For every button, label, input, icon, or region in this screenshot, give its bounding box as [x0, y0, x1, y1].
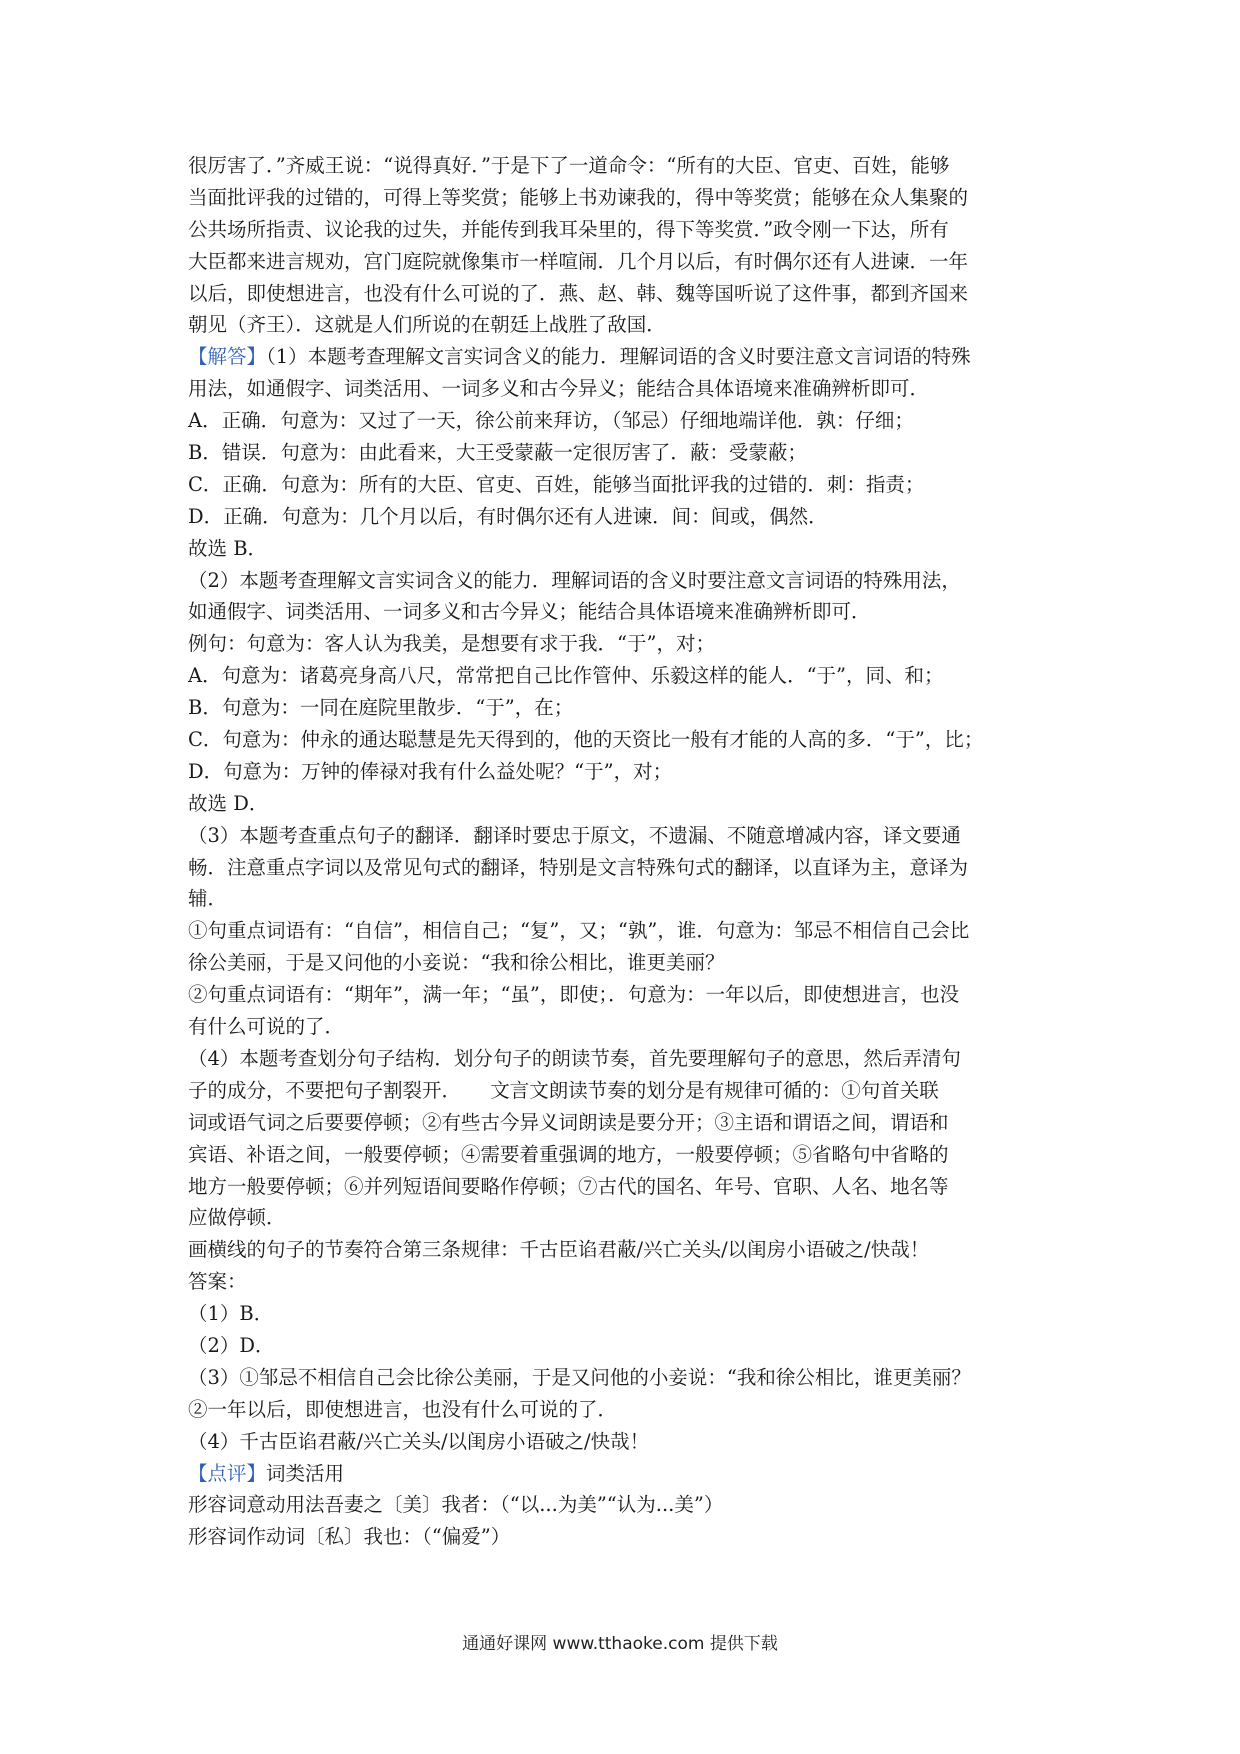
page-footer: 通通好课网 www.tthaoke.com 提供下载	[462, 1634, 778, 1654]
text-line: 地方一般要停顿；⑥并列短语间要略作停顿；⑦古代的国名、年号、官职、人名、地名等	[188, 1174, 949, 1198]
text-line: 徐公美丽，于是又问他的小妾说：“我和徐公相比，谁更美丽？	[188, 951, 725, 975]
text-line: 大臣都来进言规劝，宫门庭院就像集市一样喧闹．几个月以后，有时偶尔还有人进谏．一年	[188, 249, 969, 273]
text-line: A．句意为：诸葛亮身高八尺，常常把自己比作管仲、乐毅这样的能人．“于”，同、和；	[188, 664, 944, 688]
text-line: 用法，如通假字、词类活用、一词多义和古今异义；能结合具体语境来准确辨析即可．	[188, 377, 930, 401]
text-line: A．正确．句意为：又过了一天，徐公前来拜访，（邹忌）仔细地端详他．孰：仔细；	[188, 409, 914, 433]
text-line: B．句意为：一同在庭院里散步．“于”，在；	[188, 696, 574, 720]
text-line: 畅．注意重点字词以及常见句式的翻译，特别是文言特殊句式的翻译，以直译为主，意译为	[188, 855, 969, 879]
text-line: ②一年以后，即使想进言，也没有什么可说的了．	[188, 1397, 618, 1421]
section-text: （1）本题考查理解文言实词含义的能力．理解词语的含义时要注意文言词语的特殊	[266, 345, 971, 369]
text-line: 辅．	[188, 887, 228, 911]
section-tag: 【解答】	[188, 345, 267, 369]
text-line: D．正确．句意为：几个月以后，有时偶尔还有人进谏．间：间或，偶然．	[188, 504, 828, 528]
section-text: 词类活用	[266, 1461, 345, 1485]
text-line: 故选 D．	[188, 791, 269, 815]
text-line: ①句重点词语有：“自信”，相信自己；“复”，又；“孰”，谁．句意为：邹忌不相信自己会比	[188, 919, 970, 943]
section-tag: 【点评】	[188, 1461, 267, 1485]
text-line: （2）D．	[188, 1333, 275, 1357]
text-line: 以后，即使想进言，也没有什么可说的了．燕、赵、韩、魏等国听说了这件事，都到齐国来	[188, 281, 969, 305]
text-line: （1）B．	[188, 1302, 274, 1326]
text-line: B．错误．句意为：由此看来，大王受蒙蔽一定很厉害了．蔽：受蒙蔽；	[188, 441, 807, 465]
text-line: 故选 B．	[188, 536, 268, 560]
text-line: D．句意为：万钟的俸禄对我有什么益处呢？“于”，对；	[188, 759, 673, 783]
text-line: 当面批评我的过错的，可得上等奖赏；能够上书劝谏我的，得中等奖赏；能够在众人集聚的	[188, 185, 969, 209]
text-line: 形容词作动词〔私〕我也：（“偏爱”）	[188, 1525, 511, 1549]
text-line	[188, 1458, 1068, 1490]
text-line: 例句：句意为：客人认为我美，是想要有求于我．“于”，对；	[188, 632, 715, 656]
text-line: （4）本题考查划分句子结构．划分句子的朗读节奏，首先要理解句子的意思，然后弄清句	[188, 1046, 961, 1070]
text-line: 宾语、补语之间，一般要停顿；④需要着重强调的地方，一般要停顿；⑤省略句中省略的	[188, 1142, 949, 1166]
text-line: 答案：	[188, 1270, 247, 1294]
text-line: （3）本题考查重点句子的翻译．翻译时要忠于原文，不遗漏、不随意增减内容，译文要通	[188, 823, 961, 847]
text-line: 朝见（齐王）．这就是人们所说的在朝廷上战胜了敌国．	[188, 313, 666, 337]
text-line: 子的成分，不要把句子割裂开． 文言文朗读节奏的划分是有规律可循的：①句首关联	[188, 1078, 939, 1102]
text-line: 画横线的句子的节奏符合第三条规律：千古臣谄君蔽/兴亡关头/以闺房小语破之/快哉！	[188, 1238, 930, 1262]
text-line: 应做停顿．	[188, 1206, 286, 1230]
text-line: 形容词意动用法吾妻之〔美〕我者：（“以...为美”“认为...美”）	[188, 1493, 724, 1517]
text-line: （2）本题考查理解文言实词含义的能力．理解词语的含义时要注意文言词语的特殊用法，	[188, 568, 961, 592]
text-line: 很厉害了．”齐威王说：“说得真好．”于是下了一道命令：“所有的大臣、官吏、百姓，能够	[188, 154, 950, 177]
text-line: ②句重点词语有：“期年”，满一年；“虽”，即使；．句意为：一年以后，即使想进言，也没	[188, 983, 960, 1007]
text-line	[188, 341, 1068, 373]
text-line: C．正确．句意为：所有的大臣、官吏、百姓，能够当面批评我的过错的．刺：指责；	[188, 472, 925, 496]
document-body	[188, 150, 1068, 1553]
text-line: （4）千古臣谄君蔽/兴亡关头/以闺房小语破之/快哉！	[188, 1429, 650, 1453]
text-line: 公共场所指责、议论我的过失，并能传到我耳朵里的，得下等奖赏．”政令刚一下达，所有	[188, 217, 949, 241]
text-line: 如通假字、词类活用、一词多义和古今异义；能结合具体语境来准确辨析即可．	[188, 600, 871, 624]
text-line: 词或语气词之后要要停顿；②有些古今异义词朗读是要分开；③主语和谓语之间，谓语和	[188, 1110, 949, 1134]
text-line: （3）①邹忌不相信自己会比徐公美丽，于是又问他的小妾说：“我和徐公相比，谁更美丽？	[188, 1365, 971, 1389]
text-line: C．句意为：仲永的通达聪慧是先天得到的，他的天资比一般有才能的人高的多．“于”，比；	[188, 728, 984, 752]
text-line: 有什么可说的了．	[188, 1015, 345, 1039]
